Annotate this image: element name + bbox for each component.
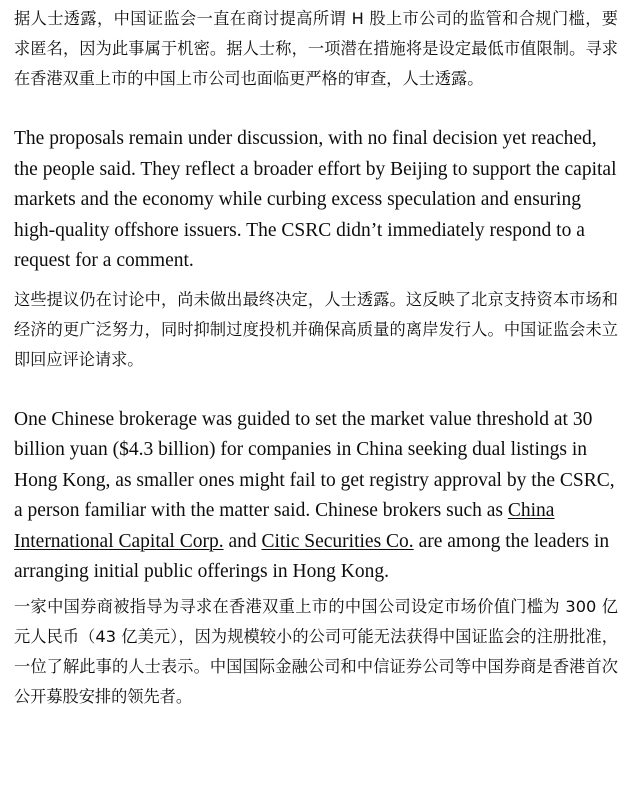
paragraph-english-2-segment-1: One Chinese brokerage was guided to set the market value threshold at 30 billion yuan ($4.3 billion) for companies in China seeking dual listings in Hong Kong, as smaller ones might fail to get registry approval by the CSRC, a person familiar with the matter said. Chinese brokers such as: [14, 408, 615, 521]
link-china-international-capital-corp[interactable]: China International Capital Corp.: [14, 500, 555, 552]
paragraph-english-2: [14, 405, 618, 588]
paragraph-english-2-segment-2: and: [223, 530, 262, 552]
paragraph-english-1: The proposals remain under discussion, with no final decision yet reached, the people said. They reflect a broader effort by Beijing to support the capital markets and the economy while curbing excess speculation and ensuring high-quality offshore issuers. The CSRC didn’t immediately respond to a request for a comment.: [14, 128, 617, 271]
paragraph-chinese-2: 这些提议仍在讨论中，尚未做出最终决定，人士透露。这反映了北京支持资本市场和经济的更广泛努力，同时抑制过度投机并确保高质量的离岸发行人。中国证监会未立即回应评论请求。: [14, 289, 618, 369]
paragraph-chinese-1: 据人士透露，中国证监会一直在商讨提高所谓 H 股上市公司的监管和合规门槛，要求匿名，因为此事属于机密。据人士称，一项潜在措施将是设定最低市值限制。寻求在香港双重上市的中国上市公司也面临更严格的审查，人士透露。: [14, 9, 618, 88]
link-citic-securities-co[interactable]: Citic Securities Co.: [261, 530, 414, 552]
paragraph-spacer: [14, 94, 618, 124]
paragraph-english-2-segment-3: are among the leaders in arranging initial public offerings in Hong Kong.: [14, 530, 610, 582]
paragraph-spacer: [14, 375, 618, 405]
paragraph-spacer: [14, 277, 618, 285]
paragraph-chinese-3: 一家中国券商被指导为寻求在香港双重上市的中国公司设定市场价值门槛为 300 亿元人民币（43 亿美元），因为规模较小的公司可能无法获得中国证监会的注册批准，一位了解此事的人士表示。中国国际金融公司和中信证券公司等中国券商是香港首次公开募股安排的领先者。: [14, 596, 618, 706]
